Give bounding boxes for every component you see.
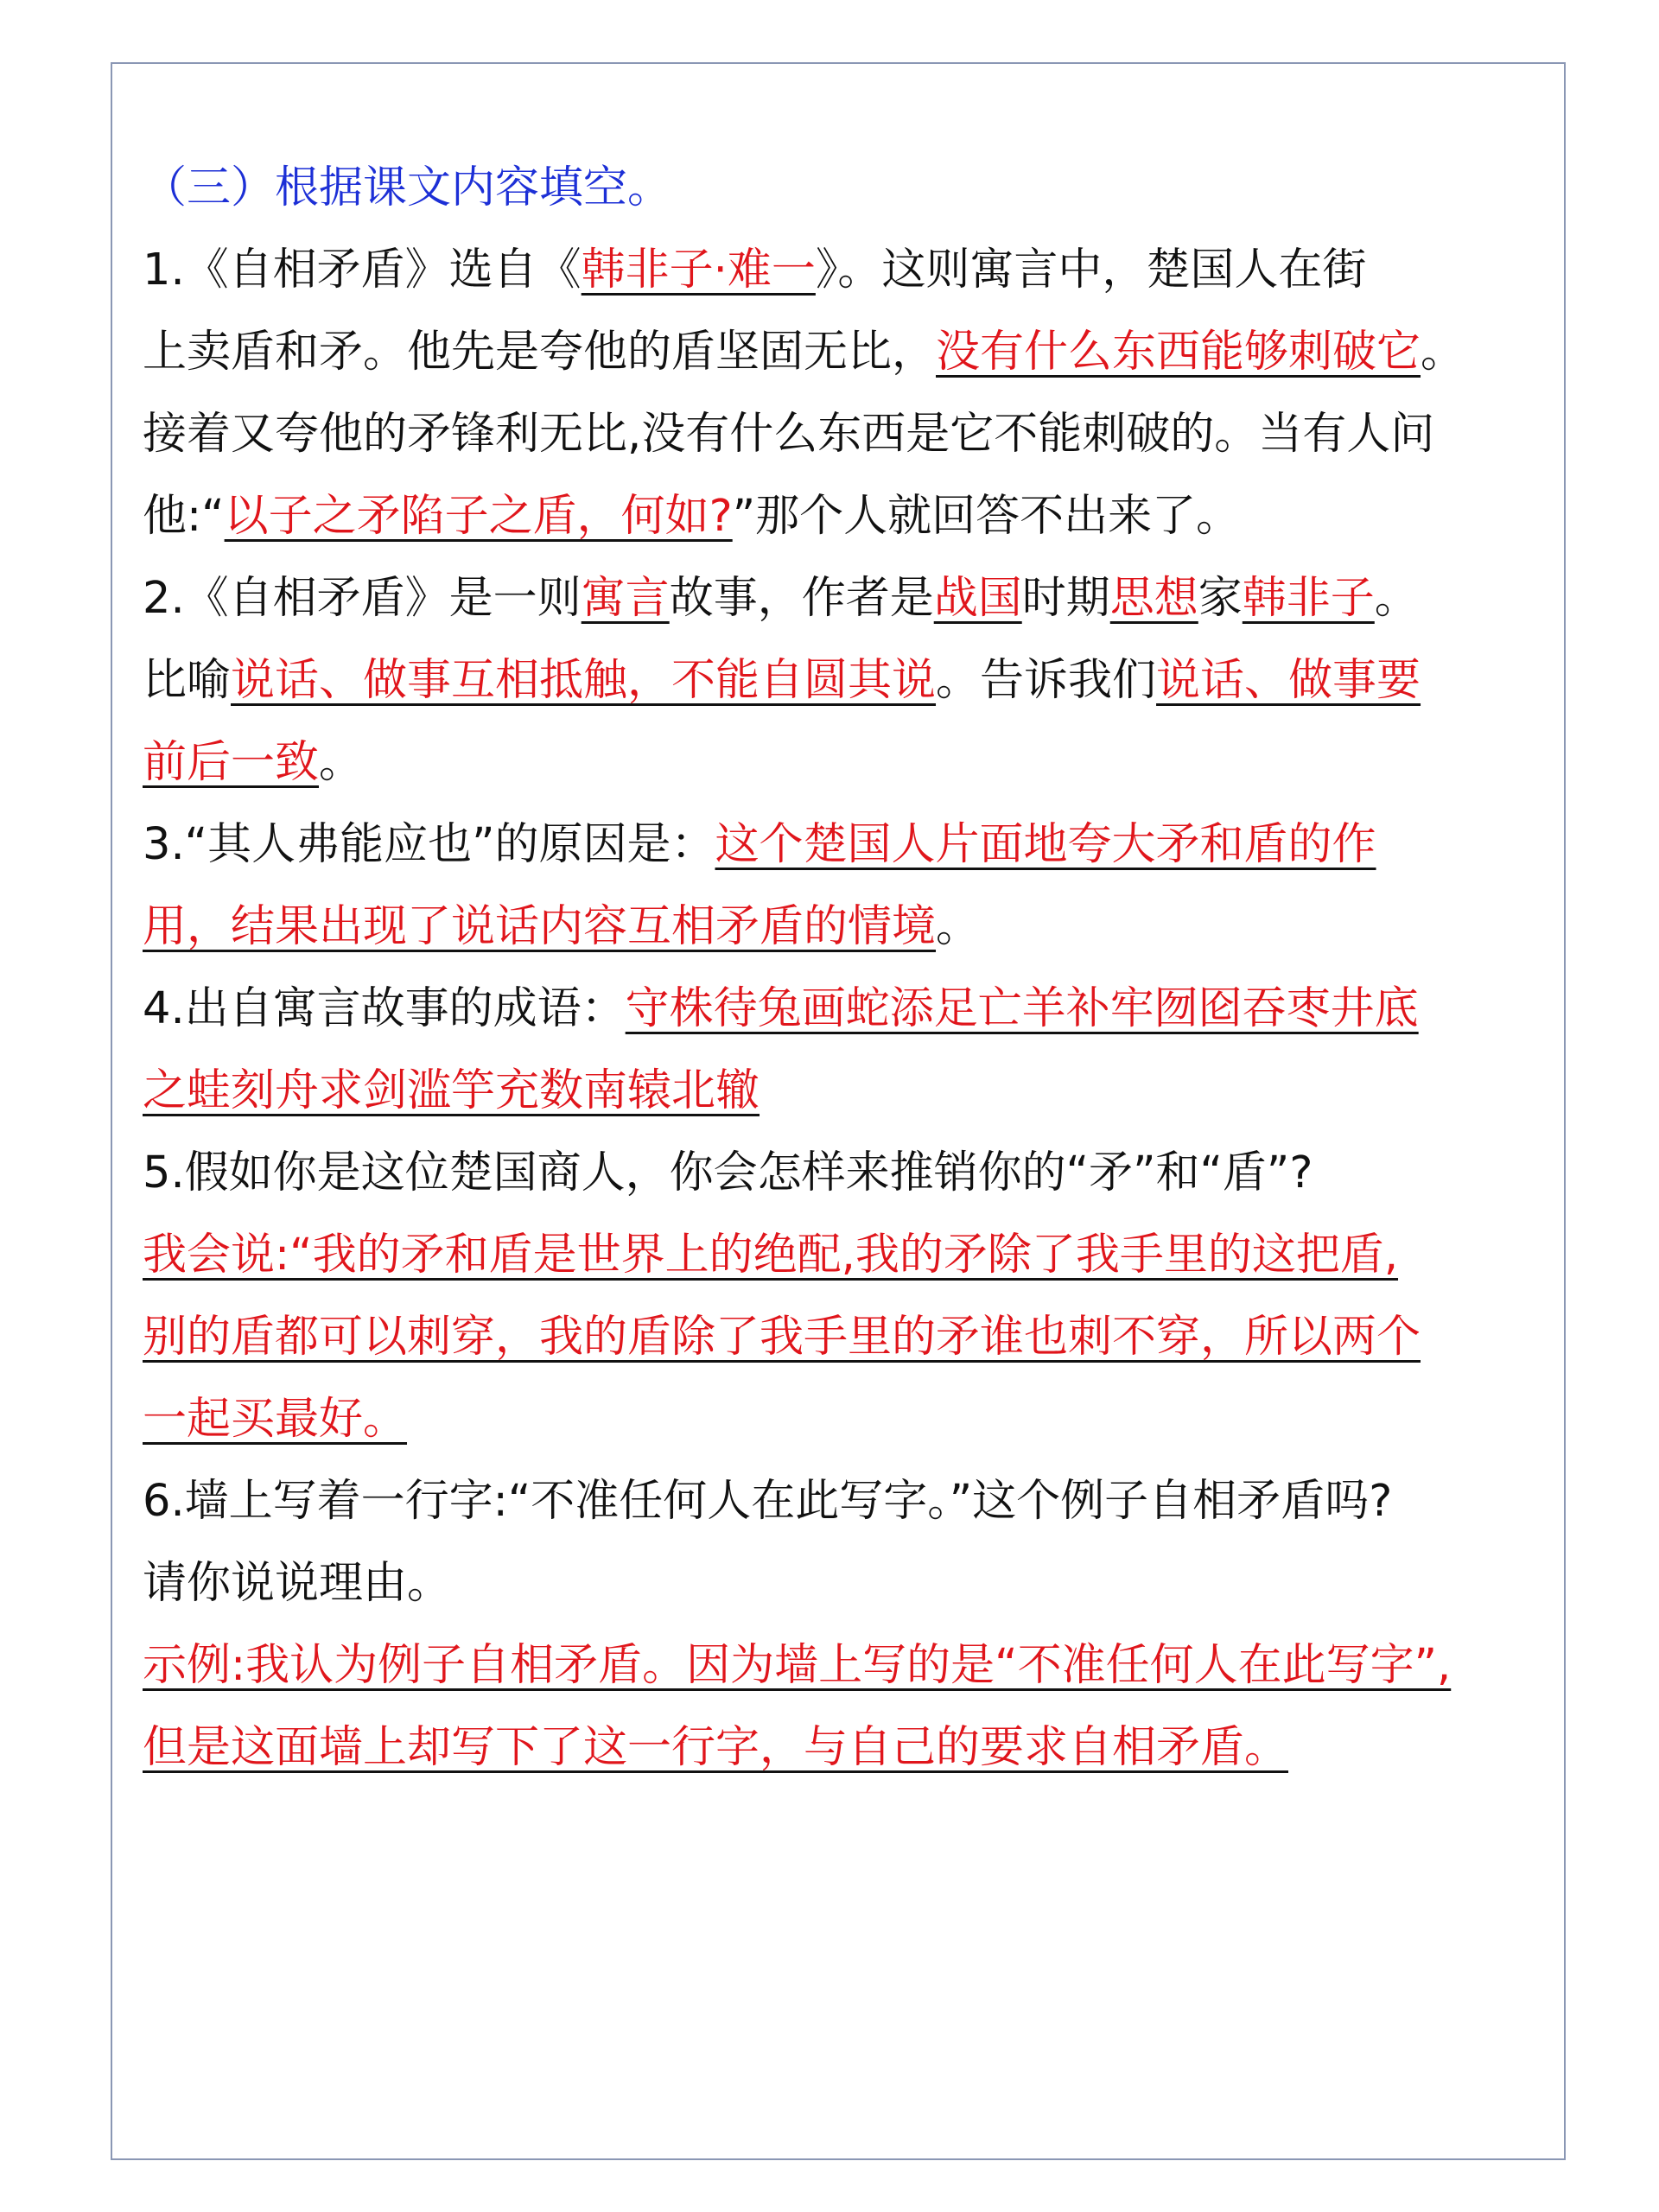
q6-answer: 示例:我认为例子自相矛盾。因为墙上写的是“不准任何人在此写字”, <box>143 1640 1452 1691</box>
section-heading: （三）根据课文内容填空。 <box>143 162 672 213</box>
q3-answer-cont: 用，结果出现了说话内容互相矛盾的情境 <box>143 901 937 952</box>
q5-line-1: 5.假如你是这位楚国商人，你会怎样来推销你的“矛”和“盾”? <box>143 1147 1313 1198</box>
q2-answer-genre: 寓言 <box>581 573 670 624</box>
q6-line-2: 请你说说理由。 <box>143 1558 452 1609</box>
q2-answer-metaphor: 说话、做事互相抵触，不能自圆其说 <box>231 655 937 706</box>
q3-line-1: 3.“其人弗能应也”的原因是：这个楚国人片面地夸大矛和盾的作 <box>143 819 1376 870</box>
q2-answer-period: 战国 <box>933 573 1022 624</box>
q6-line-4 <box>143 1707 1542 1789</box>
q2-answer-role: 思想 <box>1109 573 1198 624</box>
q4-line-1: 4.出自寓言故事的成语：守株待兔画蛇添足亡羊补牢囫囵吞枣井底 <box>143 983 1419 1034</box>
q2-line-1: 2.《自相矛盾》是一则寓言故事，作者是战国时期思想家韩非子。 <box>143 573 1419 624</box>
q5-line-3 <box>143 1296 1542 1378</box>
q1-line-3: 接着又夸他的矛锋利无比,没有什么东西是它不能刺破的。当有人问 <box>143 409 1435 460</box>
q1-line-4: 他:“以子之矛陷子之盾，何如?”那个人就回答不出来了。 <box>143 491 1241 542</box>
q1-line-1: 1.《自相矛盾》选自《韩非子·难一》。这则寓言中，楚国人在街 <box>143 245 1367 296</box>
q4-answer: 守株待兔画蛇添足亡羊补牢囫囵吞枣井底 <box>625 983 1419 1034</box>
worksheet-content <box>143 147 1542 1789</box>
q3-answer: 这个楚国人片面地夸大矛和盾的作 <box>715 819 1376 870</box>
q5-line-4 <box>143 1378 1542 1460</box>
q1-line-2: 上卖盾和矛。他先是夸他的盾坚固无比，没有什么东西能够刺破它。 <box>143 327 1465 378</box>
q5-line-2 <box>143 1214 1542 1296</box>
q6-line-1: 6.墙上写着一行字:“不准任何人在此写字。”这个例子自相矛盾吗? <box>143 1476 1393 1527</box>
q6-line-3 <box>143 1624 1542 1707</box>
q2-answer-author: 韩非子 <box>1242 573 1375 624</box>
q2-line-2: 比喻说话、做事互相抵触，不能自圆其说。告诉我们说话、做事要 <box>143 655 1421 706</box>
q4-line-2 <box>143 1050 1542 1132</box>
q3-line-2: 用，结果出现了说话内容互相矛盾的情境。 <box>143 901 981 952</box>
q2-line-3: 前后一致。 <box>143 737 364 788</box>
q4-answer-cont: 之蛙刻舟求剑滥竽充数南辕北辙 <box>143 1065 760 1116</box>
q2-answer-lesson-cont: 前后一致 <box>143 737 320 788</box>
q1-answer-question: 以子之矛陷子之盾，何如? <box>224 491 733 542</box>
q1-answer-source: 韩非子·难一 <box>581 245 816 296</box>
q5-answer: 我会说:“我的矛和盾是世界上的绝配,我的矛除了我手里的这把盾, <box>143 1230 1399 1281</box>
q1-answer-shield: 没有什么东西能够刺破它 <box>936 327 1421 378</box>
q6-answer-cont: 但是这面墙上却写下了这一行字，与自己的要求自相矛盾。 <box>143 1722 1289 1773</box>
q5-answer-end: 一起买最好。 <box>143 1394 408 1445</box>
q2-answer-lesson: 说话、做事要 <box>1156 655 1421 706</box>
q5-answer-cont: 别的盾都可以刺穿，我的盾除了我手里的矛谁也刺不穿，所以两个 <box>143 1312 1421 1363</box>
